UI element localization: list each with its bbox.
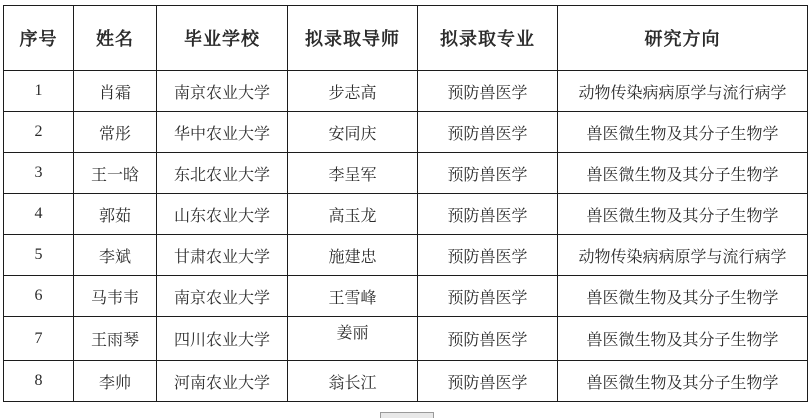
table-cell: 6 — [4, 276, 74, 317]
table-cell: 兽医微生物及其分子生物学 — [558, 276, 808, 317]
table-cell: 动物传染病病原学与流行病学 — [558, 71, 808, 112]
table-row — [4, 361, 808, 402]
table-cell: 步志高 — [288, 71, 418, 112]
table-cell: 姜丽 — [288, 317, 418, 361]
table-row — [4, 112, 808, 153]
table-cell: 兽医微生物及其分子生物学 — [558, 112, 808, 153]
table-row — [4, 317, 808, 361]
table-cell: 2 — [4, 112, 74, 153]
table-cell: 郭茹 — [74, 194, 157, 235]
header-row — [4, 6, 808, 71]
table-cell: 王雪峰 — [288, 276, 418, 317]
table-cell: 王一晗 — [74, 153, 157, 194]
table-cell: 5 — [4, 235, 74, 276]
table-body — [4, 71, 808, 402]
column-header-name: 姓名 — [74, 6, 157, 71]
table-row — [4, 276, 808, 317]
table-row — [4, 71, 808, 112]
table-cell: 山东农业大学 — [157, 194, 288, 235]
column-header-major: 拟录取专业 — [418, 6, 558, 71]
table-cell: 河南农业大学 — [157, 361, 288, 402]
table-cell: 预防兽医学 — [418, 317, 558, 361]
table-row — [4, 194, 808, 235]
table-cell: 预防兽医学 — [418, 235, 558, 276]
column-header-research-direction: 研究方向 — [558, 6, 808, 71]
table-row — [4, 153, 808, 194]
table-cell: 4 — [4, 194, 74, 235]
table-cell: 南京农业大学 — [157, 276, 288, 317]
table-row — [4, 235, 808, 276]
table-cell: 预防兽医学 — [418, 112, 558, 153]
table-cell: 兽医微生物及其分子生物学 — [558, 361, 808, 402]
table-cell: 预防兽医学 — [418, 276, 558, 317]
column-header-school: 毕业学校 — [157, 6, 288, 71]
table-cell: 甘肃农业大学 — [157, 235, 288, 276]
table-cell: 翁长江 — [288, 361, 418, 402]
table-cell: 8 — [4, 361, 74, 402]
table-cell: 3 — [4, 153, 74, 194]
table-cell: 高玉龙 — [288, 194, 418, 235]
table-cell: 1 — [4, 71, 74, 112]
column-header-supervisor: 拟录取导师 — [288, 6, 418, 71]
table-cell: 李呈军 — [288, 153, 418, 194]
table-cell: 兽医微生物及其分子生物学 — [558, 153, 808, 194]
table-cell: 动物传染病病原学与流行病学 — [558, 235, 808, 276]
column-header-index: 序号 — [4, 6, 74, 71]
table-cell: 马韦韦 — [74, 276, 157, 317]
table-cell: 东北农业大学 — [157, 153, 288, 194]
table-cell: 华中农业大学 — [157, 112, 288, 153]
table-cell: 兽医微生物及其分子生物学 — [558, 317, 808, 361]
table-cell: 肖霜 — [74, 71, 157, 112]
table-cell: 预防兽医学 — [418, 194, 558, 235]
table-cell: 预防兽医学 — [418, 153, 558, 194]
table-cell: 李斌 — [74, 235, 157, 276]
admission-table — [3, 5, 808, 402]
table-cell: 王雨琴 — [74, 317, 157, 361]
table-cell: 施建忠 — [288, 235, 418, 276]
table-cell: 南京农业大学 — [157, 71, 288, 112]
table-cell: 常彤 — [74, 112, 157, 153]
table-cell: 预防兽医学 — [418, 71, 558, 112]
table-cell: 预防兽医学 — [418, 361, 558, 402]
table-header — [4, 6, 808, 71]
table-cell: 安同庆 — [288, 112, 418, 153]
table-cell: 兽医微生物及其分子生物学 — [558, 194, 808, 235]
table-cell: 7 — [4, 317, 74, 361]
page-footer-fragment — [380, 412, 434, 418]
table-cell: 李帅 — [74, 361, 157, 402]
table-cell: 四川农业大学 — [157, 317, 288, 361]
